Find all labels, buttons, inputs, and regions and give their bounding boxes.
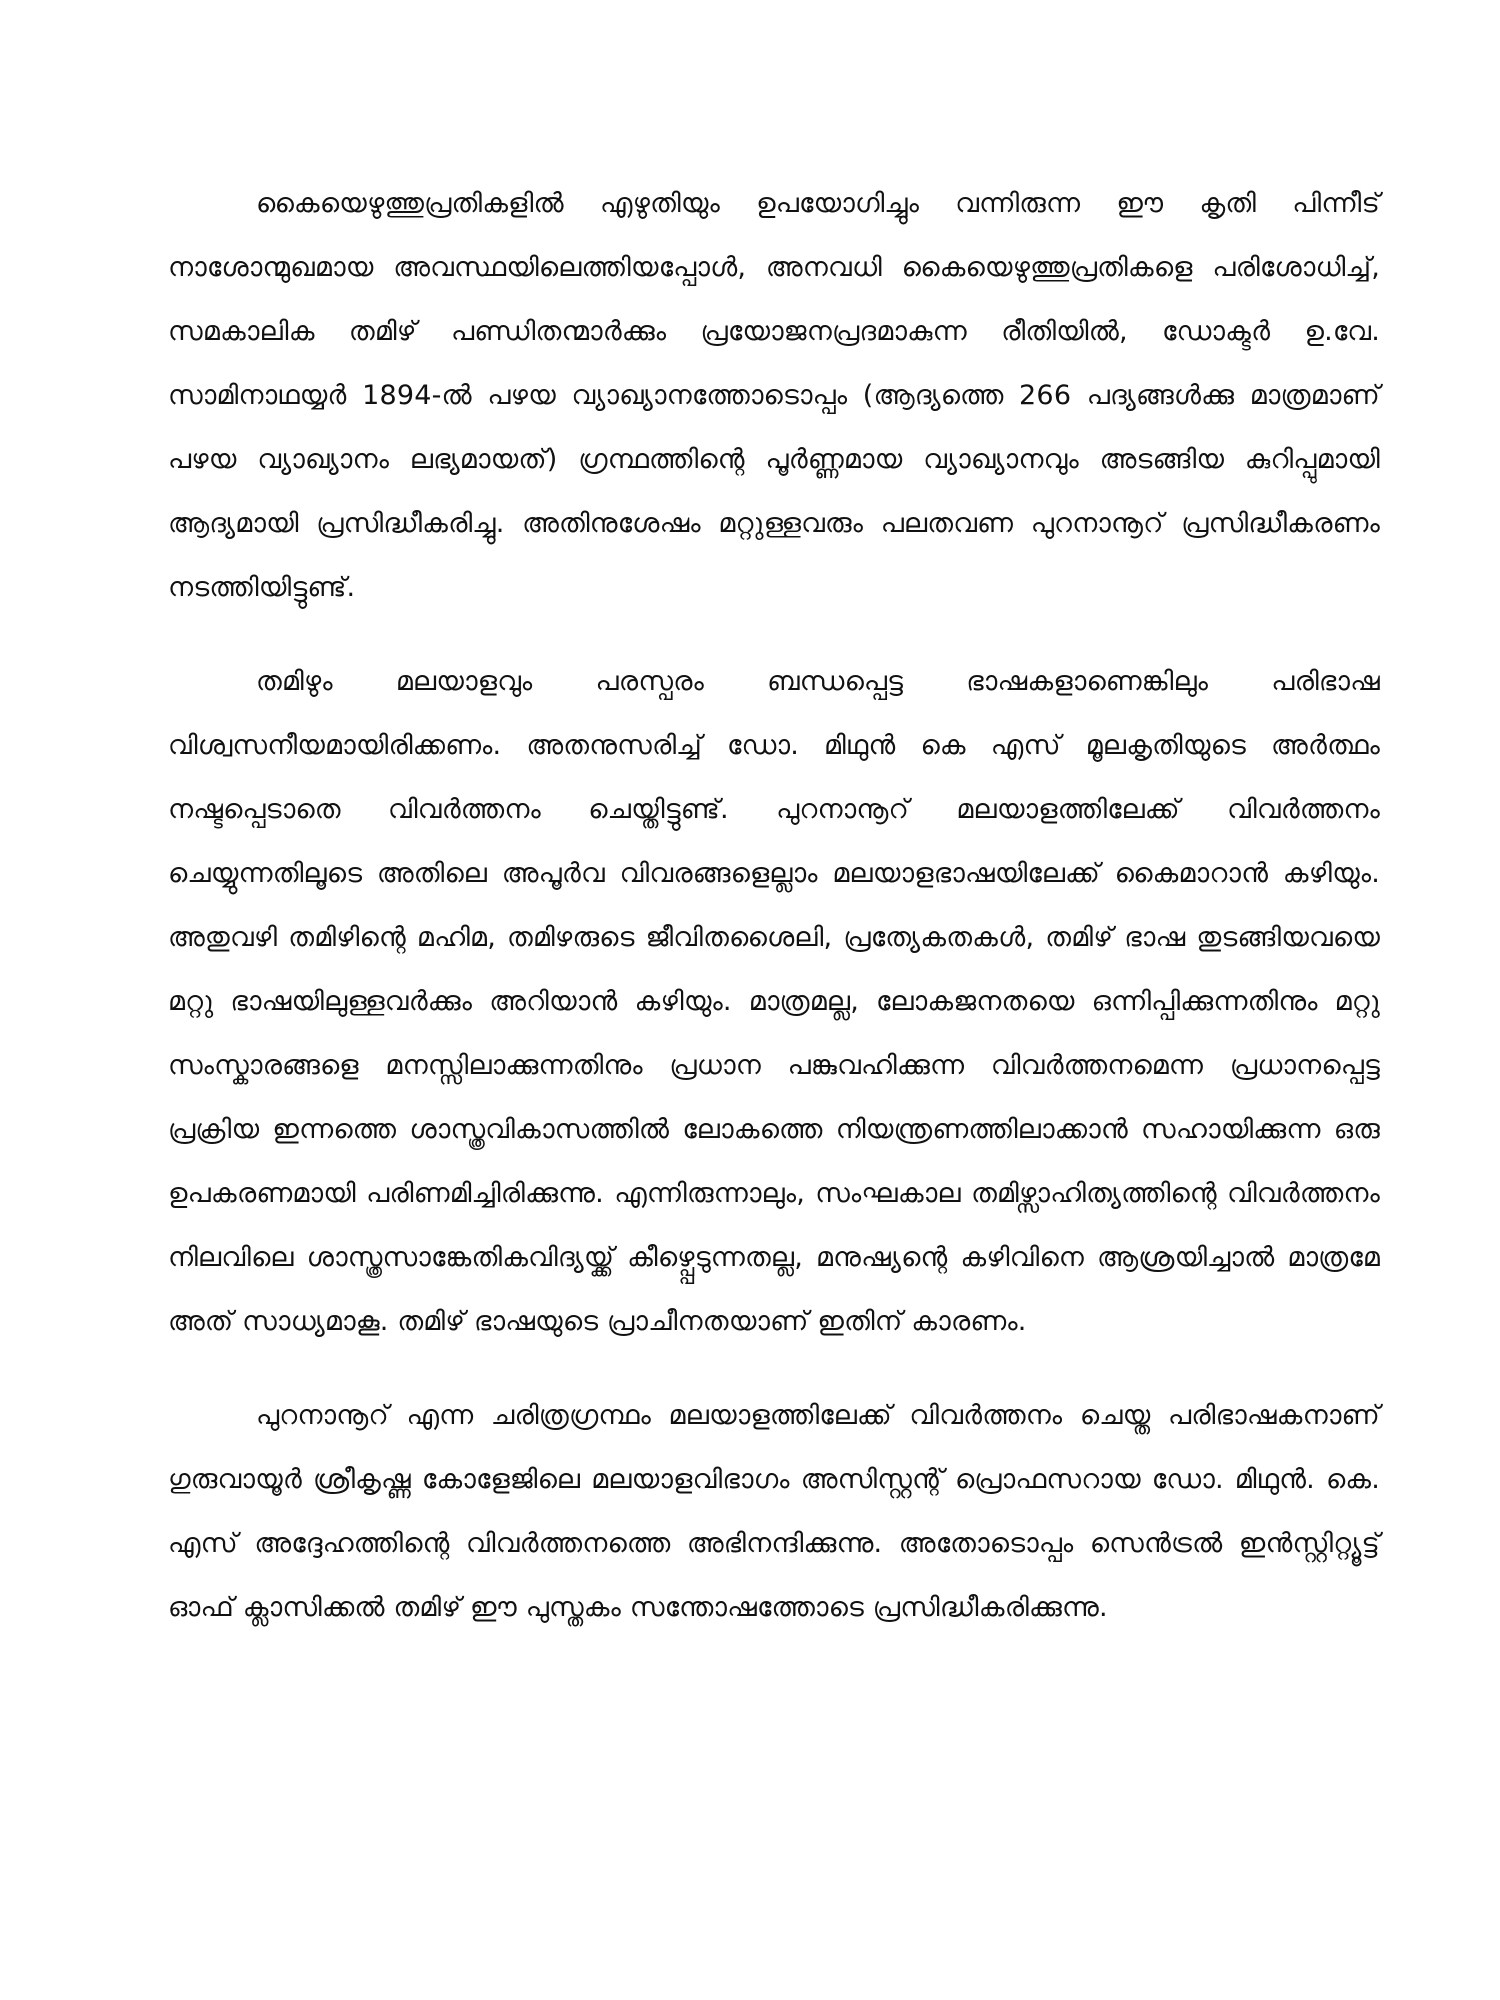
paragraph-manuscript-history: കൈയെഴുത്തുപ്രതികളിൽ എഴുതിയും ഉപയോഗിച്ചും വന്നിരുന്ന ഈ കൃതി പിന്നീട് നാശോന്മുഖമായ അവസ്ഥയിലെത്തിയപ്പോൾ, അനവധി കൈയെഴുത്തുപ്രതികളെ പരിശോധിച്ച്, സമകാലിക തമിഴ് പണ്ഡിതന്മാർക്കും പ്രയോജനപ്രദമാകുന്ന രീതിയിൽ, ഡോക്ടർ ഉ.വേ. സാമിനാഥയ്യർ 1894-ൽ പഴയ വ്യാഖ്യാനത്തോടൊപ്പം (ആദ്യത്തെ 266 പദ്യങ്ങൾക്കു മാത്രമാണ് പഴയ വ്യാഖ്യാനം ലഭ്യമായത്) ഗ്രന്ഥത്തിന്റെ പൂർണ്ണമായ വ്യാഖ്യാനവും അടങ്ങിയ കുറിപ്പുമായി ആദ്യമായി പ്രസിദ്ധീകരിച്ചു. അതിനുശേഷം മറ്റുള്ളവരും പലതവണ പുറനാനൂറ് പ്രസിദ്ധീകരണം നടത്തിയിട്ടുണ്ട്.	[168, 188, 1380, 603]
paragraph-translation-importance: തമിഴും മലയാളവും പരസ്പരം ബന്ധപ്പെട്ട ഭാഷകളാണെങ്കിലും പരിഭാഷ വിശ്വസനീയമായിരിക്കണം. അതനുസരിച്ച് ഡോ. മിഥുൻ കെ എസ് മൂലകൃതിയുടെ അർത്ഥം നഷ്ടപ്പെടാതെ വിവർത്തനം ചെയ്തിട്ടുണ്ട്. പുറനാനൂറ് മലയാളത്തിലേക്ക് വിവർത്തനം ചെയ്യുന്നതിലൂടെ അതിലെ അപൂർവ വിവരങ്ങളെല്ലാം മലയാളഭാഷയിലേക്ക് കൈമാറാൻ കഴിയും. അതുവഴി തമിഴിന്റെ മഹിമ, തമിഴരുടെ ജീവിതശൈലി, പ്രത്യേകതകൾ, തമിഴ് ഭാഷ തുടങ്ങിയവയെ മറ്റു ഭാഷയിലുള്ളവർക്കും അറിയാൻ കഴിയും. മാത്രമല്ല, ലോകജനതയെ ഒന്നിപ്പിക്കുന്നതിനും മറ്റു സംസ്കാരങ്ങളെ മനസ്സിലാക്കുന്നതിനും പ്രധാന പങ്കുവഹിക്കുന്ന വിവർത്തനമെന്ന പ്രധാനപ്പെട്ട പ്രക്രിയ ഇന്നത്തെ ശാസ്ത്രവികാസത്തിൽ ലോകത്തെ നിയന്ത്രണത്തിലാക്കാൻ സഹായിക്കുന്ന ഒരു ഉപകരണമായി പരിണമിച്ചിരിക്കുന്നു. എന്നിരുന്നാലും, സംഘകാല തമിഴ്സാഹിത്യത്തിന്റെ വിവർത്തനം നിലവിലെ ശാസ്ത്രസാങ്കേതികവിദ്യയ്ക്ക് കീഴ്പ്പെടുന്നതല്ല, മനുഷ്യന്റെ കഴിവിനെ ആശ്രയിച്ചാൽ മാത്രമേ അത് സാധ്യമാകൂ. തമിഴ് ഭാഷയുടെ പ്രാചീനതയാണ് ഇതിന് കാരണം.	[168, 666, 1380, 1337]
paragraph-translator-acknowledgement: പുറനാനൂറ് എന്ന ചരിത്രഗ്രന്ഥം മലയാളത്തിലേക്ക് വിവർത്തനം ചെയ്ത പരിഭാഷകനാണ് ഗുരുവായൂർ ശ്രീകൃഷ്ണ കോളേജിലെ മലയാളവിഭാഗം അസിസ്റ്റന്റ് പ്രൊഫസറായ ഡോ. മിഥുൻ. കെ. എസ് അദ്ദേഹത്തിന്റെ വിവർത്തനത്തെ അഭിനന്ദിക്കുന്നു. അതോടൊപ്പം സെൻട്രൽ ഇൻസ്റ്റിറ്റ്യൂട്ട് ഓഫ് ക്ലാസിക്കൽ തമിഴ് ഈ പുസ്തകം സന്തോഷത്തോടെ പ്രസിദ്ധീകരിക്കുന്നു.	[168, 1400, 1380, 1623]
document-body	[168, 172, 1380, 1640]
